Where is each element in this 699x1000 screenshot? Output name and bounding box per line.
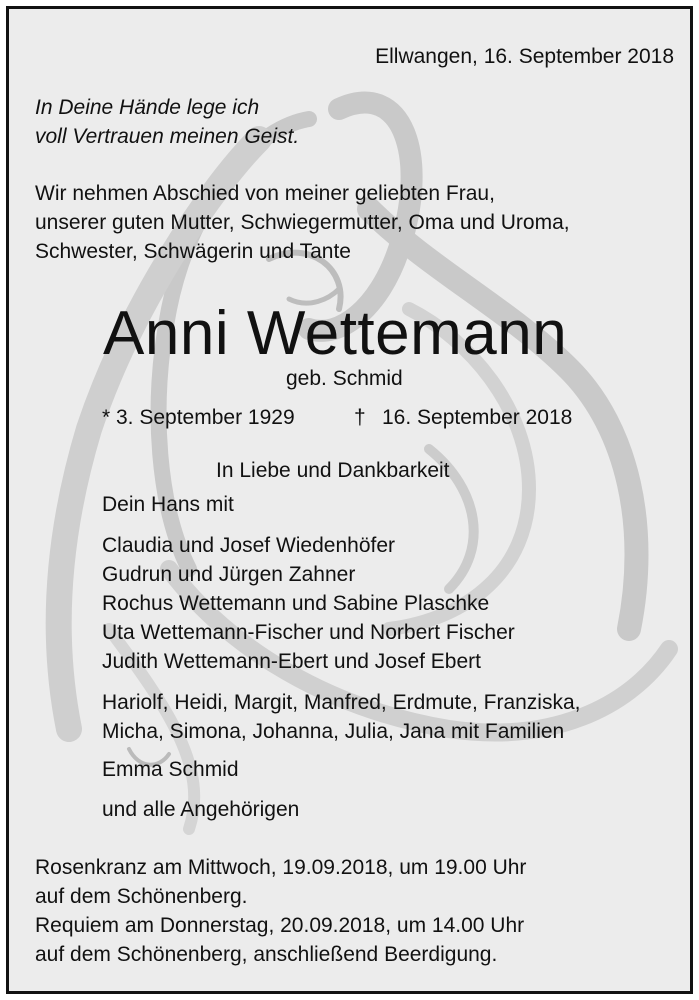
mourners-heading: In Liebe und Dankbarkeit xyxy=(216,459,450,482)
death-date: 16. September 2018 xyxy=(382,406,573,429)
child-line-4: Uta Wettemann-Fischer und Norbert Fischer xyxy=(102,621,515,644)
death-cross-icon: † xyxy=(354,406,366,429)
service-line-3: Requiem am Donnerstag, 20.09.2018, um 14.00 Uhr xyxy=(35,914,525,937)
intro-line-2: unserer guten Mutter, Schwiegermutter, Oma und Uroma, xyxy=(35,211,570,234)
child-line-5: Judith Wettemann-Ebert und Josef Ebert xyxy=(102,650,481,673)
service-line-2: auf dem Schönenberg. xyxy=(35,885,248,908)
obituary-card xyxy=(6,6,693,994)
birth-name: geb. Schmid xyxy=(286,367,403,390)
intro-line-3: Schwester, Schwägerin und Tante xyxy=(35,240,351,263)
deceased-name: Anni Wettemann xyxy=(103,299,568,368)
grandchildren-line-2: Micha, Simona, Johanna, Julia, Jana mit Familien xyxy=(102,720,565,743)
service-line-4: auf dem Schönenberg, anschließend Beerdigung. xyxy=(35,943,498,966)
service-line-1: Rosenkranz am Mittwoch, 19.09.2018, um 19.00 Uhr xyxy=(35,856,527,879)
birth-date: * 3. September 1929 xyxy=(102,406,295,429)
quote-line-2: voll Vertrauen meinen Geist. xyxy=(35,125,300,148)
quote-line-1: In Deine Hände lege ich xyxy=(35,96,260,119)
intro-line-1: Wir nehmen Abschied von meiner geliebten Frau, xyxy=(35,182,495,205)
relatives: und alle Angehörigen xyxy=(102,798,300,821)
child-line-2: Gudrun und Jürgen Zahner xyxy=(102,563,356,586)
child-line-1: Claudia und Josef Wiedenhöfer xyxy=(102,534,396,557)
sibling: Emma Schmid xyxy=(102,758,239,781)
place-date: Ellwangen, 16. September 2018 xyxy=(375,45,674,68)
grandchildren-line-1: Hariolf, Heidi, Margit, Manfred, Erdmute, Franziska, xyxy=(102,691,581,714)
spouse: Dein Hans mit xyxy=(102,493,234,516)
child-line-3: Rochus Wettemann und Sabine Plaschke xyxy=(102,592,490,615)
